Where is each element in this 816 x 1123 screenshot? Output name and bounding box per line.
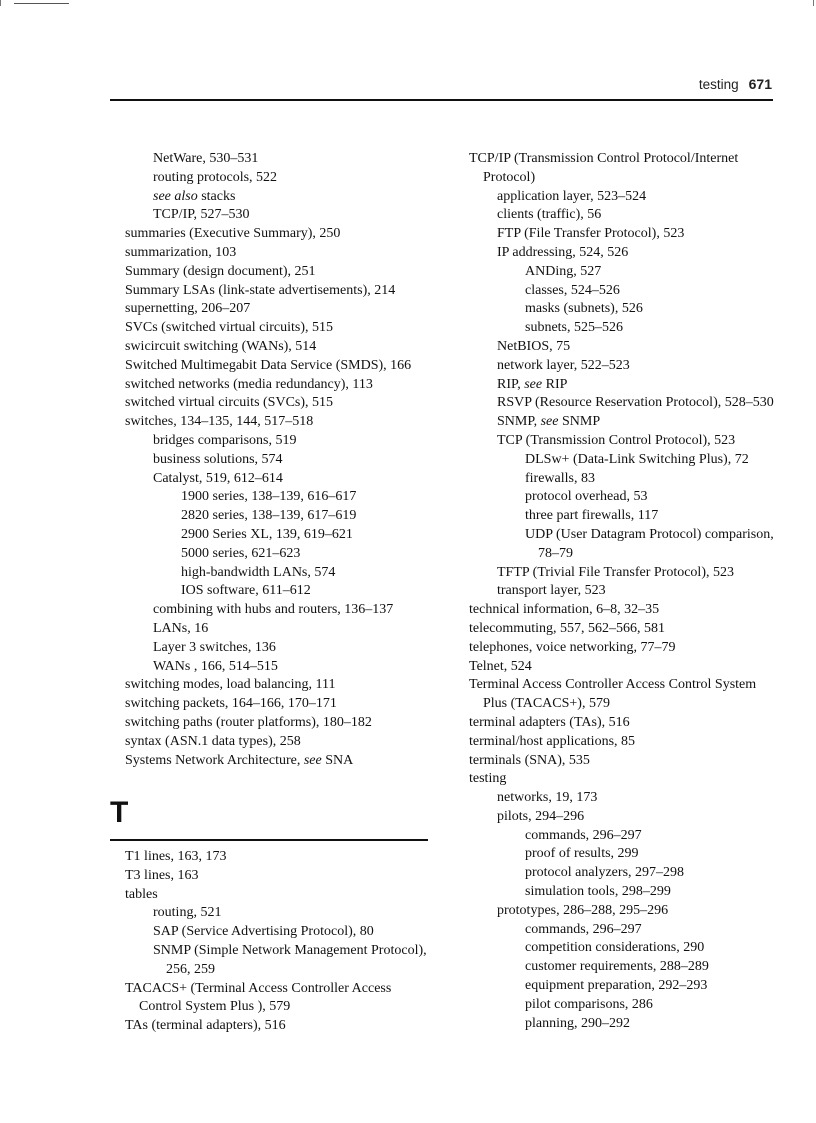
index-entry: swicircuit switching (WANs), 514 xyxy=(125,338,317,354)
index-entry-target: SNMP xyxy=(558,414,601,430)
index-entry: TACACS+ (Terminal Access Controller Access xyxy=(125,980,392,996)
index-entry: Protocol) xyxy=(483,169,536,185)
running-head xyxy=(560,76,772,92)
index-entry: simulation tools, 298–299 xyxy=(525,884,671,900)
index-entry: ANDing, 527 xyxy=(525,263,602,279)
index-entry: NetBIOS, 75 xyxy=(497,338,571,354)
index-entry: TCP/IP (Transmission Control Protocol/Internet xyxy=(469,151,739,166)
index-entry: TCP/IP, 527–530 xyxy=(153,207,250,223)
index-entry: SNMP (Simple Network Management Protocol), xyxy=(153,942,427,958)
crop-mark-line xyxy=(14,3,69,4)
index-entry: Catalyst, 519, 612–614 xyxy=(153,470,283,486)
index-entry: switching packets, 164–166, 170–171 xyxy=(125,696,337,712)
index-entry: telephones, voice networking, 77–79 xyxy=(469,639,676,655)
index-entry: IOS software, 611–612 xyxy=(181,583,311,599)
section-letter: T xyxy=(110,796,129,829)
index-entry: commands, 296–297 xyxy=(525,827,642,843)
see-reference: see xyxy=(524,376,543,392)
index-entry: high-bandwidth LANs, 574 xyxy=(181,564,336,580)
index-entry xyxy=(469,376,789,395)
index-entry: Control System Plus ), 579 xyxy=(139,999,291,1015)
header-rule xyxy=(110,99,773,101)
index-entry xyxy=(125,188,445,207)
index-entry: supernetting, 206–207 xyxy=(125,301,251,317)
index-entry: planning, 290–292 xyxy=(525,1015,630,1031)
index-entry: testing xyxy=(469,771,507,787)
index-entry: Layer 3 switches, 136 xyxy=(153,639,276,655)
index-entry: NetWare, 530–531 xyxy=(153,151,259,166)
index-entry: LANs, 16 xyxy=(153,620,209,636)
index-entry: clients (traffic), 56 xyxy=(497,207,602,223)
index-entry: equipment preparation, 292–293 xyxy=(525,978,708,994)
see-also-reference: see also xyxy=(153,188,202,204)
index-entry: 78–79 xyxy=(538,545,573,561)
index-entry: masks (subnets), 526 xyxy=(525,301,643,317)
index-entry: switched networks (media redundancy), 113 xyxy=(125,376,373,392)
index-entry: proof of results, 299 xyxy=(525,846,639,862)
index-entry: classes, 524–526 xyxy=(525,282,620,298)
index-entry: T3 lines, 163 xyxy=(125,867,199,883)
index-entry: application layer, 523–524 xyxy=(497,188,647,204)
index-entry: Terminal Access Controller Access Control System xyxy=(469,677,757,693)
index-entry: 2900 Series XL, 139, 619–621 xyxy=(181,526,353,542)
index-entry: competition considerations, 290 xyxy=(525,940,705,956)
index-entry-term: SNMP, xyxy=(497,414,541,430)
index-entry: Plus (TACACS+), 579 xyxy=(483,696,610,712)
index-entry: bridges comparisons, 519 xyxy=(153,432,297,448)
index-entry: IP addressing, 524, 526 xyxy=(497,244,629,260)
index-entry: WANs , 166, 514–515 xyxy=(153,658,278,674)
section-rule xyxy=(110,839,428,841)
index-entry: Summary (design document), 251 xyxy=(125,263,316,279)
index-entry-target: RIP xyxy=(542,376,568,392)
index-entry: pilot comparisons, 286 xyxy=(525,996,653,1012)
index-entry xyxy=(125,752,445,771)
index-entry: terminals (SNA), 535 xyxy=(469,752,590,768)
index-entry: terminal/host applications, 85 xyxy=(469,733,636,749)
index-entry: 2820 series, 138–139, 617–619 xyxy=(181,508,357,524)
index-entry: three part firewalls, 117 xyxy=(525,508,659,524)
index-entry: RSVP (Resource Reservation Protocol), 528–530 xyxy=(497,395,774,411)
index-entry xyxy=(469,413,789,432)
index-entry: Telnet, 524 xyxy=(469,658,532,674)
index-entry: protocol analyzers, 297–298 xyxy=(525,865,685,881)
index-entry: routing, 521 xyxy=(153,905,222,921)
index-entry: combining with hubs and routers, 136–137 xyxy=(153,602,394,618)
index-entry: transport layer, 523 xyxy=(497,583,606,599)
see-reference: see xyxy=(303,752,322,768)
index-entry-target: SNA xyxy=(321,752,354,768)
index-entry: TFTP (Trivial File Transfer Protocol), 523 xyxy=(497,564,734,580)
index-entry: 256, 259 xyxy=(166,961,215,977)
index-entry: Switched Multimegabit Data Service (SMDS), 166 xyxy=(125,357,412,373)
index-column-left-t-section xyxy=(125,848,445,1036)
index-entry: business solutions, 574 xyxy=(153,451,283,467)
index-entry: SVCs (switched virtual circuits), 515 xyxy=(125,320,334,336)
index-entry: TCP (Transmission Control Protocol), 523 xyxy=(497,432,736,448)
index-entry: networks, 19, 173 xyxy=(497,790,598,806)
index-entry: FTP (File Transfer Protocol), 523 xyxy=(497,226,685,242)
index-entry: firewalls, 83 xyxy=(525,470,595,486)
crop-mark-left xyxy=(0,0,1,6)
index-entry: T1 lines, 163, 173 xyxy=(125,849,227,864)
index-entry: technical information, 6–8, 32–35 xyxy=(469,602,660,618)
running-head-word: testing xyxy=(698,77,739,92)
index-entry: summaries (Executive Summary), 250 xyxy=(125,226,341,242)
index-entry: subnets, 525–526 xyxy=(525,320,623,336)
crop-mark-right xyxy=(813,0,814,6)
index-entry: customer requirements, 288–289 xyxy=(525,959,709,975)
page-number: 671 xyxy=(748,76,772,92)
index-entry: protocol overhead, 53 xyxy=(525,489,648,505)
index-entry: switching paths (router platforms), 180–182 xyxy=(125,714,372,730)
index-entry: switching modes, load balancing, 111 xyxy=(125,677,336,693)
index-entry: summarization, 103 xyxy=(125,244,237,260)
index-entry: routing protocols, 522 xyxy=(153,169,278,185)
index-entry: Summary LSAs (link-state advertisements), 214 xyxy=(125,282,396,298)
index-entry: commands, 296–297 xyxy=(525,921,642,937)
index-entry: tables xyxy=(125,886,158,902)
index-entry: switched virtual circuits (SVCs), 515 xyxy=(125,395,334,411)
index-entry: network layer, 522–523 xyxy=(497,357,630,373)
see-reference: see xyxy=(540,414,559,430)
index-entry: UDP (User Datagram Protocol) comparison, xyxy=(525,526,774,542)
index-entry: prototypes, 286–288, 295–296 xyxy=(497,902,669,918)
index-entry: telecommuting, 557, 562–566, 581 xyxy=(469,620,665,636)
index-entry: DLSw+ (Data-Link Switching Plus), 72 xyxy=(525,451,749,467)
index-entry: switches, 134–135, 144, 517–518 xyxy=(125,414,314,430)
index-entry: syntax (ASN.1 data types), 258 xyxy=(125,733,301,749)
index-entry: SAP (Service Advertising Protocol), 80 xyxy=(153,924,374,940)
index-entry: pilots, 294–296 xyxy=(497,808,585,824)
index-entry: 5000 series, 621–623 xyxy=(181,545,301,561)
index-entry-term: Systems Network Architecture, xyxy=(125,752,304,768)
index-entry-term: RIP, xyxy=(497,376,525,392)
index-entry: 1900 series, 138–139, 616–617 xyxy=(181,489,357,505)
index-column-left xyxy=(125,150,445,770)
index-entry-text: stacks xyxy=(201,188,236,204)
index-column-right xyxy=(469,150,789,1033)
index-entry: TAs (terminal adapters), 516 xyxy=(125,1018,286,1034)
index-entry: terminal adapters (TAs), 516 xyxy=(469,714,630,730)
